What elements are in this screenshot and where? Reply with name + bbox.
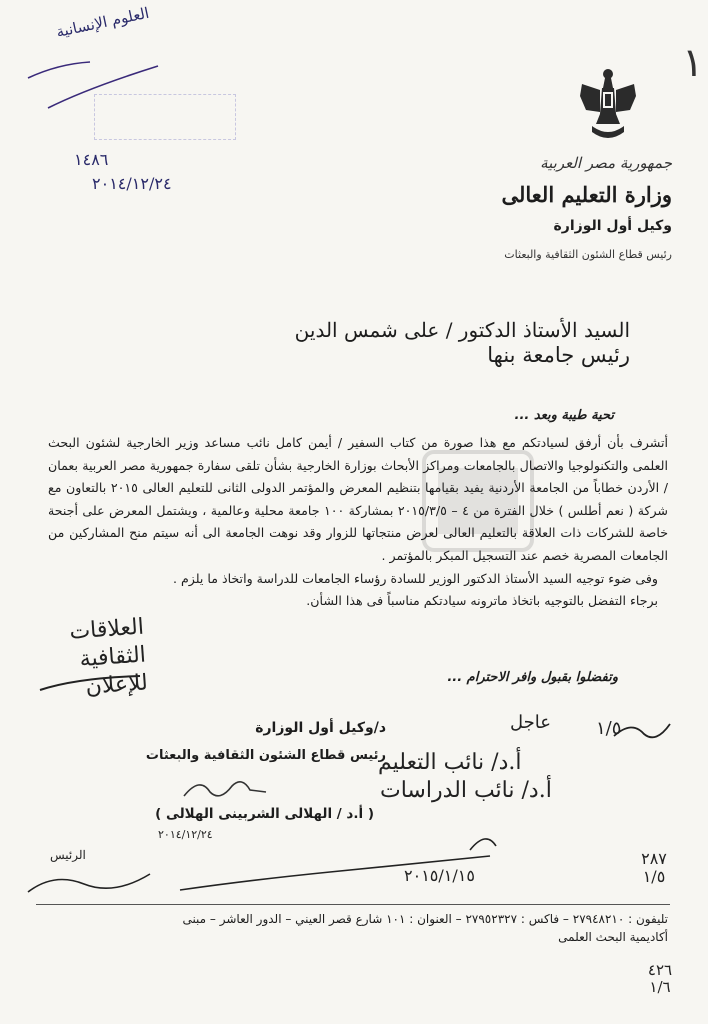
body-paragraph: وفى ضوء توجيه السيد الأستاذ الدكتور الوزير للسادة رؤساء الجامعات للدراسة واتخاذ ما يلزم . [172,570,658,586]
bottom-signature-scribble [170,820,500,900]
bottom-left-scribble [24,862,154,902]
page-number: ١ [682,40,704,86]
header-sector-head: رئيس قطاع الشئون الثقافية والبعثات [504,248,672,261]
signature-date: ٢٠١٤/١٢/٢٤ [158,828,213,841]
relations-underline [36,668,146,698]
header-deputy-minister: وكيل أول الوزارة [553,218,672,234]
letter-body [48,432,668,613]
footer-divider [36,904,670,905]
handnote-relations: العلاقات الثقافية للإعلان [68,614,149,700]
handnote-initials: عاجل [510,712,551,733]
footer-academy: أكاديمية البحث العلمى [558,930,668,944]
closing: وتفضلوا بقبول وافر الاحترام ... [447,670,618,685]
handnote-top-left: العلوم الإنسانية [54,3,151,41]
eagle-emblem-icon [578,66,638,144]
handnote-deputy-studies: أ.د/ نائب الدراسات [380,778,552,803]
greeting: تحية طيبة وبعد ... [514,408,614,423]
signature-title: د/وكيل أول الوزارة [255,720,386,736]
header-republic: جمهورية مصر العربية [540,154,672,172]
handnote-ref-date: ٢٠١٤/١٢/٢٤ [92,174,172,193]
handnote-deputy-education: أ.د/ نائب التعليم [378,750,522,775]
routing-scribble [612,716,672,746]
header-ministry: وزارة التعليم العالى [501,182,672,207]
signature-sector: رئيس قطاع الشئون الثقافية والبعثات [145,748,386,763]
handnote-bottom-left: الرئيس [50,848,86,862]
handnote-corner-ref: ٤٢٦ ١/٦ [647,961,673,996]
handnote-date-mid: ١/٥ [596,718,622,739]
addressee-position: رئيس جامعة بنها [487,343,630,367]
handnote-file-ref: ٢٨٧ ١/٥ [641,849,667,886]
signature-name: ( أ.د / الهلالى الشربينى الهلالى ) [155,806,374,822]
footer-contact: تليفون : ٢٧٩٤٨٢١٠ – فاكس : ٢٧٩٥٢٣٢٧ – العنوان : ١٠١ شارع قصر العيني – الدور العاشر – مبنى [182,912,668,926]
body-paragraph: برجاء التفضل بالتوجيه باتخاذ ماترونه سيادتكم مناسباً فى هذا الشأن. [306,593,658,609]
handnote-ref-number: ١٤٨٦ [74,150,109,169]
body-paragraph: أتشرف بأن أرفق لسيادتكم مع هذا صورة من كتاب السفير / أيمن كامل نائب مساعد وزير الخارجية لشئون البحث العلمى والتكنولوجيا والاتصال بالجامعات ومراكز الأبحاث بوزارة الخارجية بشأن تلقى سفارة جمهورية مصر العربية بعمان / الأردن خطاباً من الجامعة الأردنية يفيد بقيامها بتنظيم المعرض والمؤتمر الدولى الثانى للتعليم العالى ٢٠١٥ بالتعاون مع شركة ( نعم أطلس ) خلال الفترة من ٤ – ٢٠١٥/٣/٥ بمشاركة ١٠٠ جامعة محلية وعالمية ، ويشتمل المعرض على أجنحة خاصة للشركات ذات العلاقة بالتعليم العالى لعرض منتجاتها للزوار وقد نوهت الجامعة الى أنه سيتم منح المشاركين من الجامعات المصرية خصم عند التسجيل المبكر بالمؤتمر . [48,435,668,563]
addressee-title: السيد الأستاذ الدكتور / على شمس الدين [294,318,630,342]
handnote-bottom-date: ٢٠١٥/١/١٥ [404,866,475,885]
signature-scribble [180,772,270,804]
